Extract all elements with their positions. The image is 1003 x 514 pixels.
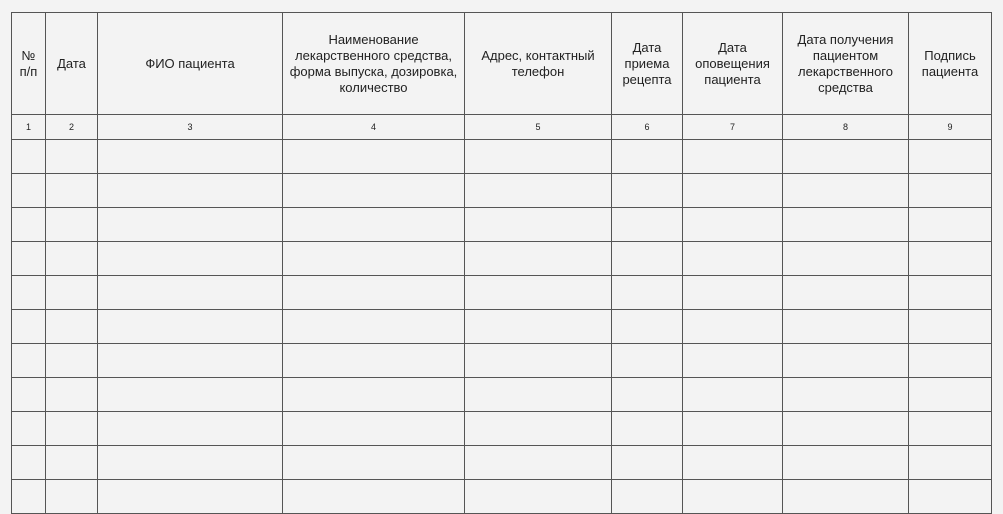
- table-cell: [12, 208, 46, 242]
- table-cell: [909, 174, 992, 208]
- table-cell: [683, 140, 783, 174]
- table-cell: [612, 412, 683, 446]
- column-number: 9: [909, 115, 992, 140]
- table-cell: [46, 378, 98, 412]
- table-cell: [783, 344, 909, 378]
- table-cell: [683, 480, 783, 514]
- table-cell: [909, 446, 992, 480]
- table-cell: [12, 276, 46, 310]
- table-cell: [12, 446, 46, 480]
- table-row: [12, 140, 992, 174]
- table-cell: [98, 242, 283, 276]
- table-cell: [683, 412, 783, 446]
- table-cell: [783, 174, 909, 208]
- table-row: [12, 276, 992, 310]
- header-signature: Подпись пациента: [909, 13, 992, 115]
- table-cell: [12, 140, 46, 174]
- table-row: [12, 480, 992, 514]
- table-cell: [783, 310, 909, 344]
- header-date: Дата: [46, 13, 98, 115]
- table-cell: [465, 480, 612, 514]
- column-number: 7: [683, 115, 783, 140]
- column-number: 8: [783, 115, 909, 140]
- header-patient-name: ФИО пациента: [98, 13, 283, 115]
- table-cell: [12, 310, 46, 344]
- table-cell: [683, 310, 783, 344]
- column-number: 1: [12, 115, 46, 140]
- table-cell: [98, 412, 283, 446]
- table-cell: [465, 276, 612, 310]
- table-cell: [612, 446, 683, 480]
- table-cell: [46, 242, 98, 276]
- table-cell: [283, 276, 465, 310]
- table-cell: [909, 378, 992, 412]
- table-cell: [683, 344, 783, 378]
- column-number: 6: [612, 115, 683, 140]
- table-cell: [909, 208, 992, 242]
- table-cell: [909, 344, 992, 378]
- table-row: [12, 208, 992, 242]
- column-number: 4: [283, 115, 465, 140]
- table-cell: [46, 310, 98, 344]
- table-cell: [612, 208, 683, 242]
- table-cell: [909, 480, 992, 514]
- table-cell: [783, 480, 909, 514]
- table-cell: [683, 208, 783, 242]
- table-cell: [283, 208, 465, 242]
- table-cell: [98, 378, 283, 412]
- table-cell: [46, 174, 98, 208]
- table-cell: [909, 276, 992, 310]
- table-cell: [783, 446, 909, 480]
- table-cell: [46, 140, 98, 174]
- table-cell: [465, 140, 612, 174]
- table-cell: [909, 242, 992, 276]
- table-cell: [46, 276, 98, 310]
- table-cell: [683, 174, 783, 208]
- table-cell: [283, 480, 465, 514]
- table-row: [12, 242, 992, 276]
- table-cell: [783, 242, 909, 276]
- table-cell: [465, 344, 612, 378]
- header-row: [12, 13, 992, 115]
- table-cell: [98, 446, 283, 480]
- table-cell: [783, 412, 909, 446]
- table-cell: [46, 344, 98, 378]
- table-cell: [98, 344, 283, 378]
- table-cell: [98, 310, 283, 344]
- table-cell: [46, 208, 98, 242]
- table-cell: [283, 412, 465, 446]
- table-row: [12, 412, 992, 446]
- header-address-phone: Адрес, контактный телефон: [465, 13, 612, 115]
- table-cell: [283, 378, 465, 412]
- table-row: [12, 174, 992, 208]
- table-cell: [283, 174, 465, 208]
- table-cell: [612, 174, 683, 208]
- table-cell: [783, 276, 909, 310]
- table-cell: [909, 310, 992, 344]
- table-cell: [465, 242, 612, 276]
- table-cell: [465, 310, 612, 344]
- table-cell: [909, 140, 992, 174]
- header-notification-date: Дата оповещения пациента: [683, 13, 783, 115]
- table-cell: [465, 174, 612, 208]
- table-cell: [465, 412, 612, 446]
- table-cell: [46, 480, 98, 514]
- table-cell: [283, 242, 465, 276]
- table-cell: [612, 310, 683, 344]
- table-cell: [465, 378, 612, 412]
- table-cell: [12, 174, 46, 208]
- table-cell: [783, 208, 909, 242]
- table-cell: [98, 480, 283, 514]
- header-receipt-date: Дата получения пациентом лекарственного средства: [783, 13, 909, 115]
- table-cell: [98, 174, 283, 208]
- table-cell: [612, 480, 683, 514]
- table-cell: [783, 140, 909, 174]
- table-cell: [46, 412, 98, 446]
- table-cell: [612, 242, 683, 276]
- column-number: 2: [46, 115, 98, 140]
- header-medicine: Наименование лекарственного средства, форма выпуска, дозировка, количество: [283, 13, 465, 115]
- table-cell: [98, 208, 283, 242]
- table-cell: [46, 446, 98, 480]
- table-body: [12, 140, 992, 514]
- header-number: № п/п: [12, 13, 46, 115]
- table-cell: [12, 378, 46, 412]
- table-cell: [283, 344, 465, 378]
- table-row: [12, 310, 992, 344]
- column-number: 5: [465, 115, 612, 140]
- table-row: [12, 378, 992, 412]
- table-cell: [683, 446, 783, 480]
- table-cell: [283, 446, 465, 480]
- table-cell: [465, 446, 612, 480]
- column-number: 3: [98, 115, 283, 140]
- table-cell: [12, 242, 46, 276]
- table-cell: [12, 344, 46, 378]
- table-cell: [612, 140, 683, 174]
- table-cell: [683, 378, 783, 412]
- table-cell: [465, 208, 612, 242]
- table-cell: [612, 276, 683, 310]
- table-cell: [98, 276, 283, 310]
- table-cell: [283, 310, 465, 344]
- table-row: [12, 446, 992, 480]
- table-cell: [283, 140, 465, 174]
- table-row: [12, 344, 992, 378]
- prescription-journal-table: [11, 12, 992, 514]
- table-cell: [98, 140, 283, 174]
- column-number-row: [12, 115, 992, 140]
- table-cell: [612, 378, 683, 412]
- table-cell: [612, 344, 683, 378]
- table-cell: [683, 242, 783, 276]
- header-prescription-date: Дата приема рецепта: [612, 13, 683, 115]
- table-cell: [12, 412, 46, 446]
- table-cell: [683, 276, 783, 310]
- table-cell: [909, 412, 992, 446]
- table-cell: [783, 378, 909, 412]
- table-cell: [12, 480, 46, 514]
